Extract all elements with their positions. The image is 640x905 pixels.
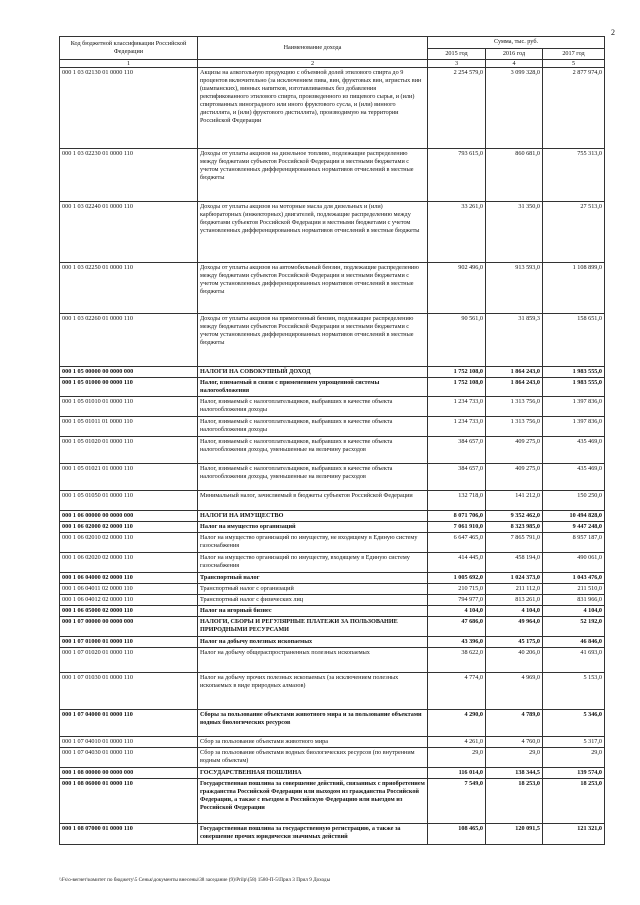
amount-2016-cell: 860 681,0 xyxy=(486,149,543,202)
amount-2017-cell: 150 250,0 xyxy=(543,491,605,511)
budget-code-cell: 000 1 05 01011 01 0000 110 xyxy=(60,417,198,437)
amount-2017-cell: 1 397 836,0 xyxy=(543,397,605,417)
budget-code-cell: 000 1 03 02260 01 0000 110 xyxy=(60,314,198,367)
table-row xyxy=(60,824,605,845)
amount-2017-cell: 8 957 187,0 xyxy=(543,533,605,553)
amount-2015-cell: 47 686,0 xyxy=(428,617,486,637)
amount-2016-cell: 3 099 328,0 xyxy=(486,68,543,149)
col-number-5: 5 xyxy=(543,60,605,68)
revenue-name-cell: Государственная пошлина за государственную регистрацию, а также за совершение прочих юридически значимых действий xyxy=(198,824,428,845)
revenue-name-cell: Государственная пошлина за совершение действий, связанных с приобретением гражданства Российской Федерации или выходом из гражданства Российской Федерации, а также с въездом в Российскую Федерацию или выездом из Российской Федерации xyxy=(198,779,428,824)
amount-2015-cell: 8 071 706,0 xyxy=(428,511,486,522)
amount-2015-cell: 1 752 108,0 xyxy=(428,378,486,397)
amount-2015-cell: 90 561,0 xyxy=(428,314,486,367)
table-row xyxy=(60,710,605,737)
header-year-2015: 2015 год xyxy=(428,48,486,60)
header-name: Наименование дохода xyxy=(198,37,428,60)
budget-code-cell: 000 1 06 04000 02 0000 110 xyxy=(60,573,198,584)
amount-2017-cell: 211 510,0 xyxy=(543,584,605,595)
amount-2016-cell: 4 760,0 xyxy=(486,737,543,748)
amount-2017-cell: 755 313,0 xyxy=(543,149,605,202)
table-row xyxy=(60,367,605,378)
amount-2016-cell: 1 864 243,0 xyxy=(486,378,543,397)
col-number-4: 4 xyxy=(486,60,543,68)
revenue-name-cell: НАЛОГИ НА ИМУЩЕСТВО xyxy=(198,511,428,522)
amount-2015-cell: 4 290,0 xyxy=(428,710,486,737)
amount-2015-cell: 1 234 733,0 xyxy=(428,417,486,437)
budget-code-cell: 000 1 06 05000 02 0000 110 xyxy=(60,606,198,617)
amount-2016-cell: 8 323 985,0 xyxy=(486,522,543,533)
table-row xyxy=(60,378,605,397)
budget-code-cell: 000 1 06 04012 02 0000 110 xyxy=(60,595,198,606)
col-number-1: 1 xyxy=(60,60,198,68)
table-row xyxy=(60,637,605,648)
amount-2017-cell: 18 253,0 xyxy=(543,779,605,824)
revenue-name-cell: Налог, взимаемый с налогоплательщиков, выбравших в качестве объекта налогообложения доходы, уменьшенные на величину расходов xyxy=(198,437,428,464)
budget-code-cell: 000 1 08 07000 01 0000 110 xyxy=(60,824,198,845)
revenue-name-cell: Налог на добычу прочих полезных ископаемых (за исключением полезных ископаемых в виде природных алмазов) xyxy=(198,673,428,710)
amount-2017-cell: 5 346,0 xyxy=(543,710,605,737)
amount-2017-cell: 158 651,0 xyxy=(543,314,605,367)
amount-2017-cell: 831 966,0 xyxy=(543,595,605,606)
amount-2016-cell: 138 344,5 xyxy=(486,768,543,779)
revenue-name-cell: Акцизы на алкогольную продукцию с объемной долей этилового спирта до 9 процентов включительно (за исключением пива, вин, фруктовых вин, игристых вин (шампанских), винных напитков, изготавливаемых без добавления ректификованного этилового спирта, произведенного из пищевого сырья, и (или) спиртованных виноградного или иного фруктового сусла, и (или) винного дистиллята, и (или) фруктового дистиллята), производимую на территории Российской Федерации xyxy=(198,68,428,149)
amount-2017-cell: 4 104,0 xyxy=(543,606,605,617)
revenue-name-cell: Сборы за пользование объектами животного мира и за пользование объектами водных биологических ресурсов xyxy=(198,710,428,737)
revenue-name-cell: Транспортный налог xyxy=(198,573,428,584)
amount-2017-cell: 41 693,0 xyxy=(543,648,605,673)
amount-2015-cell: 7 549,0 xyxy=(428,779,486,824)
budget-code-cell: 000 1 06 02020 02 0000 110 xyxy=(60,553,198,573)
amount-2015-cell: 1 005 692,0 xyxy=(428,573,486,584)
amount-2016-cell: 1 024 373,0 xyxy=(486,573,543,584)
amount-2016-cell: 9 352 462,0 xyxy=(486,511,543,522)
amount-2017-cell: 1 983 555,0 xyxy=(543,378,605,397)
amount-2017-cell: 5 317,0 xyxy=(543,737,605,748)
amount-2015-cell: 38 622,0 xyxy=(428,648,486,673)
table-row xyxy=(60,533,605,553)
amount-2015-cell: 7 061 910,0 xyxy=(428,522,486,533)
table-row xyxy=(60,202,605,263)
amount-2016-cell: 1 313 756,0 xyxy=(486,417,543,437)
amount-2016-cell: 4 789,0 xyxy=(486,710,543,737)
amount-2016-cell: 813 261,0 xyxy=(486,595,543,606)
table-row xyxy=(60,648,605,673)
amount-2016-cell: 211 112,0 xyxy=(486,584,543,595)
budget-code-cell: 000 1 06 04011 02 0000 110 xyxy=(60,584,198,595)
budget-code-cell: 000 1 03 02240 01 0000 110 xyxy=(60,202,198,263)
table-row xyxy=(60,417,605,437)
revenue-name-cell: Минимальный налог, зачисляемый в бюджеты субъектов Российской Федерации xyxy=(198,491,428,511)
revenue-name-cell: Доходы от уплаты акцизов на автомобильный бензин, подлежащие распределению между бюджетами субъектов Российской Федерации и местными бюджетами с учетом установленных дифференцированных нормативов отчислений в местные бюджеты xyxy=(198,263,428,314)
amount-2016-cell: 120 091,5 xyxy=(486,824,543,845)
amount-2015-cell: 29,0 xyxy=(428,748,486,768)
col-number-2: 2 xyxy=(198,60,428,68)
amount-2017-cell: 9 447 248,0 xyxy=(543,522,605,533)
table-row xyxy=(60,314,605,367)
budget-code-cell: 000 1 05 01000 00 0000 110 xyxy=(60,378,198,397)
budget-code-cell: 000 1 05 01050 01 0000 110 xyxy=(60,491,198,511)
amount-2016-cell: 40 206,0 xyxy=(486,648,543,673)
amount-2015-cell: 384 657,0 xyxy=(428,464,486,491)
budget-code-cell: 000 1 05 01021 01 0000 110 xyxy=(60,464,198,491)
amount-2017-cell: 52 192,0 xyxy=(543,617,605,637)
budget-code-cell: 000 1 06 02010 02 0000 110 xyxy=(60,533,198,553)
revenue-name-cell: Сбор за пользование объектами животного мира xyxy=(198,737,428,748)
amount-2017-cell: 435 469,0 xyxy=(543,437,605,464)
table-row xyxy=(60,573,605,584)
table-row xyxy=(60,464,605,491)
amount-2017-cell: 1 397 836,0 xyxy=(543,417,605,437)
amount-2016-cell: 45 175,0 xyxy=(486,637,543,648)
revenue-name-cell: Налог, взимаемый с налогоплательщиков, выбравших в качестве объекта налогообложения доходы, уменьшенные на величину расходов xyxy=(198,464,428,491)
amount-2017-cell: 1 043 476,0 xyxy=(543,573,605,584)
header-code: Код бюджетной классификации Российской Федерации xyxy=(60,37,198,60)
amount-2015-cell: 2 254 579,0 xyxy=(428,68,486,149)
amount-2016-cell: 18 253,0 xyxy=(486,779,543,824)
budget-code-cell: 000 1 07 01030 01 0000 110 xyxy=(60,673,198,710)
table-row xyxy=(60,491,605,511)
amount-2017-cell: 435 469,0 xyxy=(543,464,605,491)
amount-2016-cell: 141 212,0 xyxy=(486,491,543,511)
table-row xyxy=(60,522,605,533)
amount-2016-cell: 29,0 xyxy=(486,748,543,768)
table-row xyxy=(60,737,605,748)
revenue-name-cell: Транспортный налог с организаций xyxy=(198,584,428,595)
amount-2017-cell: 1 983 555,0 xyxy=(543,367,605,378)
amount-2016-cell: 409 275,0 xyxy=(486,464,543,491)
amount-2016-cell: 49 964,0 xyxy=(486,617,543,637)
revenue-name-cell: Налог на добычу общераспространенных полезных ископаемых xyxy=(198,648,428,673)
amount-2016-cell: 7 865 791,0 xyxy=(486,533,543,553)
budget-code-cell: 000 1 08 00000 00 0000 000 xyxy=(60,768,198,779)
amount-2015-cell: 108 465,0 xyxy=(428,824,486,845)
budget-code-cell: 000 1 05 00000 00 0000 000 xyxy=(60,367,198,378)
revenue-name-cell: Налог на имущество организаций по имуществу, входящему в Единую систему газоснабжения xyxy=(198,553,428,573)
amount-2016-cell: 4 104,0 xyxy=(486,606,543,617)
amount-2015-cell: 794 977,0 xyxy=(428,595,486,606)
amount-2016-cell: 1 864 243,0 xyxy=(486,367,543,378)
budget-code-cell: 000 1 07 04000 01 0000 110 xyxy=(60,710,198,737)
revenue-name-cell: Налог на добычу полезных ископаемых xyxy=(198,637,428,648)
table-row xyxy=(60,511,605,522)
amount-2016-cell: 31 350,0 xyxy=(486,202,543,263)
amount-2015-cell: 132 718,0 xyxy=(428,491,486,511)
revenue-name-cell: НАЛОГИ, СБОРЫ И РЕГУЛЯРНЫЕ ПЛАТЕЖИ ЗА ПОЛЬЗОВАНИЕ ПРИРОДНЫМИ РЕСУРСАМИ xyxy=(198,617,428,637)
budget-code-cell: 000 1 08 06000 01 0000 110 xyxy=(60,779,198,824)
table-body xyxy=(60,68,605,845)
table-row xyxy=(60,553,605,573)
revenue-name-cell: НАЛОГИ НА СОВОКУПНЫЙ ДОХОД xyxy=(198,367,428,378)
table-row xyxy=(60,768,605,779)
table-row xyxy=(60,437,605,464)
amount-2015-cell: 210 715,0 xyxy=(428,584,486,595)
table-row xyxy=(60,673,605,710)
amount-2017-cell: 46 846,0 xyxy=(543,637,605,648)
amount-2017-cell: 5 153,0 xyxy=(543,673,605,710)
table-row xyxy=(60,68,605,149)
col-number-3: 3 xyxy=(428,60,486,68)
budget-code-cell: 000 1 06 02000 02 0000 110 xyxy=(60,522,198,533)
budget-code-cell: 000 1 07 00000 00 0000 000 xyxy=(60,617,198,637)
budget-code-cell: 000 1 07 04030 01 0000 110 xyxy=(60,748,198,768)
header-year-2016: 2016 год xyxy=(486,48,543,60)
budget-code-cell: 000 1 03 02250 01 0000 110 xyxy=(60,263,198,314)
amount-2015-cell: 384 657,0 xyxy=(428,437,486,464)
table-row xyxy=(60,595,605,606)
budget-code-cell: 000 1 05 01010 01 0000 110 xyxy=(60,397,198,417)
revenue-table xyxy=(59,36,605,845)
page-number: 2 xyxy=(611,28,615,37)
table-row xyxy=(60,397,605,417)
amount-2016-cell: 913 593,0 xyxy=(486,263,543,314)
table-row xyxy=(60,584,605,595)
revenue-name-cell: Налог, взимаемый с налогоплательщиков, выбравших в качестве объекта налогообложения доходы xyxy=(198,397,428,417)
budget-code-cell: 000 1 03 02230 01 0000 110 xyxy=(60,149,198,202)
amount-2017-cell: 1 108 899,0 xyxy=(543,263,605,314)
revenue-name-cell: Доходы от уплаты акцизов на моторные масла для дизельных и (или) карбюраторных (инжекторных) двигателей, подлежащие распределению между бюджетами субъектов Российской Федерации и местными бюджетами с учетом установленных дифференцированных нормативов отчислений в местные бюджеты xyxy=(198,202,428,263)
amount-2016-cell: 458 194,0 xyxy=(486,553,543,573)
revenue-name-cell: Доходы от уплаты акцизов на прямогонный бензин, подлежащие распределению между бюджетами субъектов Российской Федерации и местными бюджетами с учетом установленных дифференцированных нормативов отчислений в местные бюджеты xyxy=(198,314,428,367)
amount-2015-cell: 6 647 465,0 xyxy=(428,533,486,553)
amount-2015-cell: 1 234 733,0 xyxy=(428,397,486,417)
budget-code-cell: 000 1 03 02130 01 0000 110 xyxy=(60,68,198,149)
amount-2017-cell: 490 061,0 xyxy=(543,553,605,573)
amount-2015-cell: 4 774,0 xyxy=(428,673,486,710)
budget-code-cell: 000 1 07 01020 01 0000 110 xyxy=(60,648,198,673)
revenue-name-cell: Налог, взимаемый с налогоплательщиков, выбравших в качестве объекта налогообложения доходы xyxy=(198,417,428,437)
budget-code-cell: 000 1 07 04010 01 0000 110 xyxy=(60,737,198,748)
amount-2015-cell: 43 396,0 xyxy=(428,637,486,648)
revenue-name-cell: ГОСУДАРСТВЕННАЯ ПОШЛИНА xyxy=(198,768,428,779)
amount-2017-cell: 139 574,0 xyxy=(543,768,605,779)
table-row xyxy=(60,606,605,617)
table-row xyxy=(60,149,605,202)
amount-2015-cell: 116 014,0 xyxy=(428,768,486,779)
amount-2015-cell: 1 752 108,0 xyxy=(428,367,486,378)
revenue-name-cell: Налог на имущество организаций по имуществу, не входящему в Единую систему газоснабжения xyxy=(198,533,428,553)
table-row xyxy=(60,263,605,314)
amount-2016-cell: 31 859,3 xyxy=(486,314,543,367)
amount-2015-cell: 902 496,0 xyxy=(428,263,486,314)
header-year-2017: 2017 год xyxy=(543,48,605,60)
table-row xyxy=(60,617,605,637)
amount-2017-cell: 121 321,0 xyxy=(543,824,605,845)
table-row xyxy=(60,779,605,824)
amount-2016-cell: 409 275,0 xyxy=(486,437,543,464)
header-sum: Сумма, тыс. руб. xyxy=(428,37,605,49)
revenue-name-cell: Доходы от уплаты акцизов на дизельное топливо, подлежащие распределению между бюджетами субъектов Российской Федерации и местными бюджетами с учетом установленных дифференцированных нормативов отчислений в местные бюджеты xyxy=(198,149,428,202)
table-row xyxy=(60,748,605,768)
amount-2016-cell: 1 313 756,0 xyxy=(486,397,543,417)
amount-2015-cell: 33 261,0 xyxy=(428,202,486,263)
amount-2015-cell: 4 104,0 xyxy=(428,606,486,617)
budget-code-cell: 000 1 06 00000 00 0000 000 xyxy=(60,511,198,522)
revenue-name-cell: Налог, взимаемый в связи с применением упрощенной системы налогообложения xyxy=(198,378,428,397)
amount-2015-cell: 414 445,0 xyxy=(428,553,486,573)
amount-2015-cell: 793 615,0 xyxy=(428,149,486,202)
amount-2016-cell: 4 969,0 xyxy=(486,673,543,710)
amount-2017-cell: 29,0 xyxy=(543,748,605,768)
amount-2015-cell: 4 261,0 xyxy=(428,737,486,748)
revenue-name-cell: Налог на игорный бизнес xyxy=(198,606,428,617)
revenue-name-cell: Транспортный налог с физических лиц xyxy=(198,595,428,606)
amount-2017-cell: 27 513,0 xyxy=(543,202,605,263)
budget-code-cell: 000 1 07 01000 01 0000 110 xyxy=(60,637,198,648)
budget-code-cell: 000 1 05 01020 01 0000 110 xyxy=(60,437,198,464)
revenue-name-cell: Сбор за пользование объектами водных биологических ресурсов (по внутренним водным объектам) xyxy=(198,748,428,768)
revenue-name-cell: Налог на имущество организаций xyxy=(198,522,428,533)
amount-2017-cell: 2 877 974,0 xyxy=(543,68,605,149)
file-path-footer: \\Fs\o-вегнет\комитет по бюджету\5 Сеньк\документы внесены\38 заседание (9)\Prilp\(58) 1580-П-5\Прил 3 Прил 9 Доходы xyxy=(59,877,331,883)
amount-2017-cell: 10 494 828,0 xyxy=(543,511,605,522)
